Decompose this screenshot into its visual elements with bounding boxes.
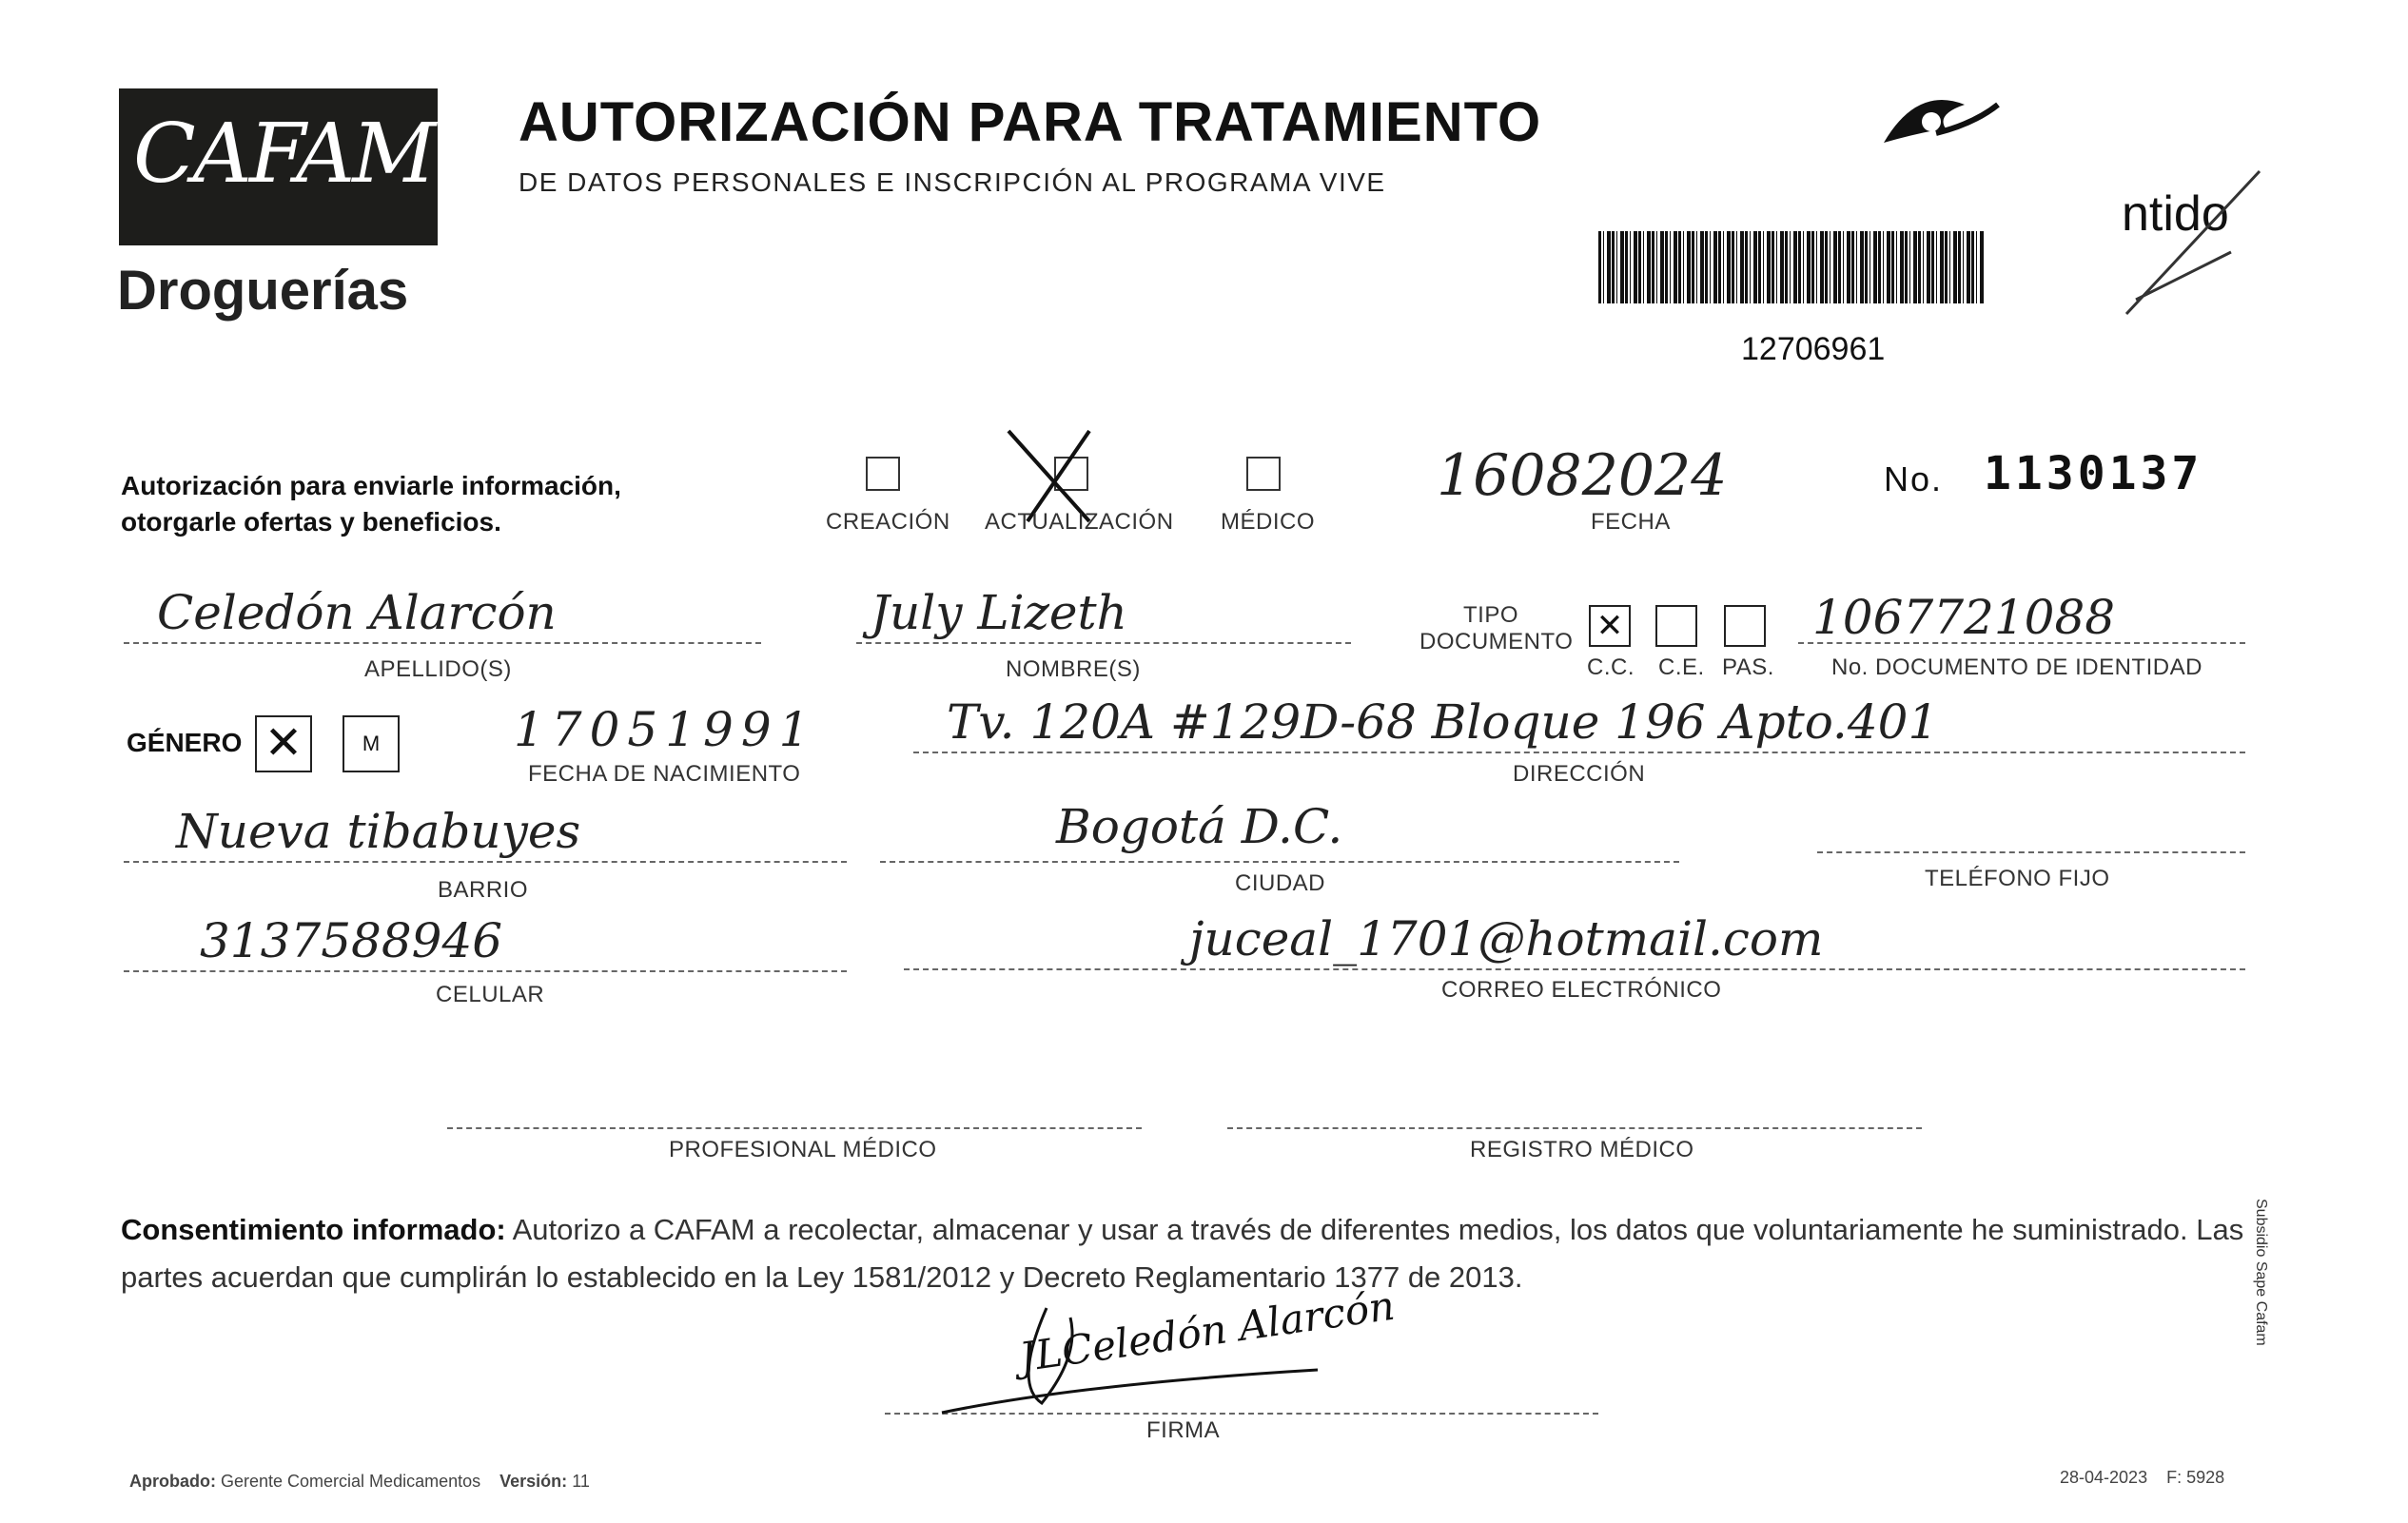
fecha-label: FECHA (1591, 509, 1671, 535)
checkbox-ce[interactable] (1655, 605, 1697, 647)
aprobado-label: Aprobado: (129, 1472, 216, 1491)
celular-value: 3137588946 (200, 913, 503, 968)
footer-date: 28-04-2023 (2060, 1468, 2148, 1487)
correo-label: CORREO ELECTRÓNICO (1441, 977, 1722, 1003)
logo-text: CAFAM (133, 107, 434, 202)
number-label: No. (1884, 459, 1944, 498)
checkbox-medico[interactable] (1246, 457, 1281, 491)
genero-label: GÉNERO (127, 728, 243, 757)
label-creacion: CREACIÓN (826, 509, 950, 535)
footer-right (2060, 1468, 2224, 1488)
version-label: Versión: (499, 1472, 568, 1491)
footer-left (129, 1472, 590, 1492)
celular-line (124, 970, 847, 972)
authorization-text: Autorización para enviarle información, otorgarle ofertas y beneficios. (121, 471, 621, 537)
telefono-label: TELÉFONO FIJO (1925, 866, 2110, 891)
apellidos-line (124, 642, 761, 644)
side-vertical-text: Subsidio Sape Cafam (2253, 1199, 2269, 1346)
direccion-label: DIRECCIÓN (1513, 761, 1646, 787)
nombres-line (856, 642, 1351, 644)
nacimiento-value: 17051991 (514, 702, 817, 757)
tipo-documento-label: TIPO DOCUMENTO (1419, 602, 1574, 654)
pen-stroke-icon (2117, 157, 2269, 328)
form-title: AUTORIZACIÓN PARA TRATAMIENTO (519, 91, 1542, 153)
barrio-line (124, 861, 847, 863)
profesional-line (447, 1127, 1142, 1129)
barrio-label: BARRIO (438, 877, 529, 903)
telefono-line (1817, 851, 2245, 853)
registro-label: REGISTRO MÉDICO (1470, 1137, 1694, 1162)
nacimiento-label: FECHA DE NACIMIENTO (528, 761, 801, 787)
corner-note: ntido (2122, 186, 2229, 242)
label-cc: C.C. (1587, 654, 1635, 680)
checkbox-genero-m[interactable]: M (343, 715, 400, 772)
vive-logo-icon (1879, 76, 2003, 152)
nombres-label: NOMBRE(S) (1006, 656, 1141, 682)
checkbox-genero-f[interactable]: ✕ (255, 715, 312, 772)
form-subtitle: DE DATOS PERSONALES E INSCRIPCIÓN AL PROGRAMA VIVE (519, 167, 1386, 197)
barcode (1598, 231, 1984, 303)
apellidos-value: Celedón Alarcón (157, 585, 557, 640)
checkbox-creacion[interactable] (866, 457, 900, 491)
celular-label: CELULAR (436, 982, 545, 1007)
direccion-line (913, 752, 2245, 753)
consent-text: Autorizo a CAFAM a recolectar, almacenar y usar a través de diferentes medios, los datos que voluntariamente he suministrado. Las partes acuerdan que cumplirán lo establecido en la Ley 1581/2012 y Decreto Reglamentario 1377 de 2013. (121, 1213, 2244, 1294)
consent-paragraph (121, 1206, 2252, 1301)
label-medico: MÉDICO (1221, 509, 1315, 535)
label-actualizacion: ACTUALIZACIÓN (985, 509, 1174, 535)
checkbox-cc[interactable]: ✕ (1589, 605, 1631, 647)
apellidos-label: APELLIDO(S) (364, 656, 512, 682)
label-pas: PAS. (1722, 654, 1774, 680)
direccion-value: Tv. 120A #129D-68 Bloque 196 Apto.401 (947, 694, 1939, 750)
footer-form: F: 5928 (2166, 1468, 2225, 1487)
signature: JLCeledón Alarcón (1016, 1281, 1398, 1381)
barrio-value: Nueva tibabuyes (176, 804, 581, 859)
fecha-value: 16082024 (1437, 442, 1728, 509)
version-value: 11 (572, 1472, 590, 1491)
ciudad-line (880, 861, 1679, 863)
firma-label: FIRMA (1146, 1417, 1221, 1443)
ciudad-label: CIUDAD (1235, 870, 1326, 896)
documento-label: No. DOCUMENTO DE IDENTIDAD (1831, 654, 2202, 680)
nombres-value: July Lizeth (871, 585, 1127, 640)
signature-stroke-icon (937, 1298, 1337, 1422)
documento-value: 1067721088 (1812, 590, 2116, 645)
registro-line (1227, 1127, 1922, 1129)
brand-subtitle: Droguerías (117, 260, 409, 322)
aprobado-value: Gerente Comercial Medicamentos (221, 1472, 481, 1491)
checkbox-pas[interactable] (1724, 605, 1766, 647)
form-number: 1130137 (1984, 447, 2203, 500)
label-ce: C.E. (1658, 654, 1705, 680)
ciudad-value: Bogotá D.C. (1056, 799, 1343, 854)
profesional-label: PROFESIONAL MÉDICO (669, 1137, 937, 1162)
barcode-number: 12706961 (1741, 331, 1886, 367)
correo-value: juceal_1701@hotmail.com (1189, 911, 1824, 967)
correo-line (904, 968, 2245, 970)
consent-title: Consentimiento informado: (121, 1213, 506, 1246)
